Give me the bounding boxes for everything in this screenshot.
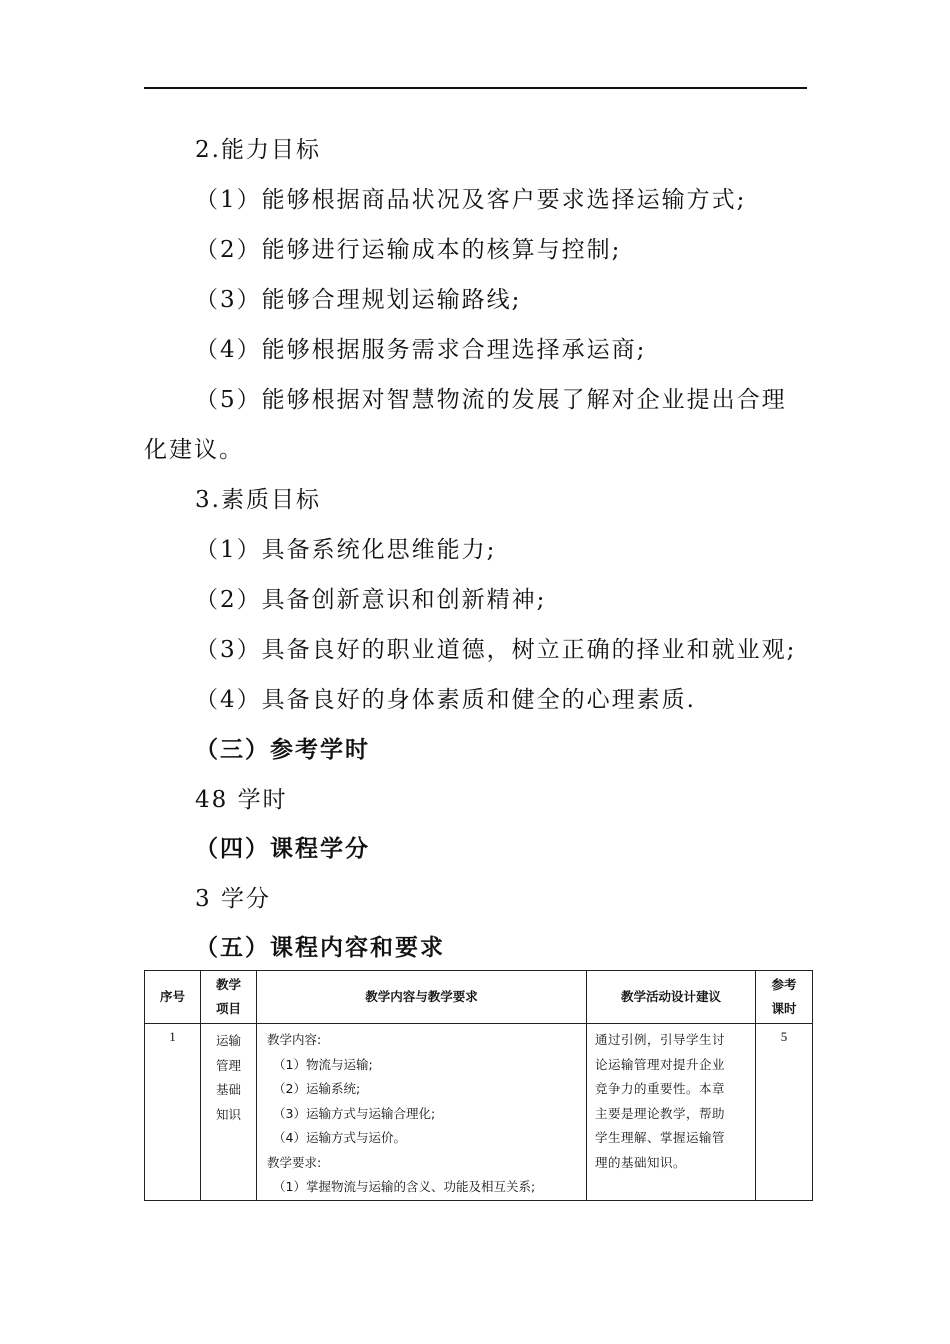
content-item: （3）运输方式与运输合理化; xyxy=(273,1105,436,1121)
content-label: 教学内容: xyxy=(267,1032,322,1047)
row-project xyxy=(201,1024,257,1201)
ability-item-4: （4）能够根据服务需求合理选择承运商; xyxy=(195,337,647,363)
requirement-label: 教学要求: xyxy=(267,1154,322,1170)
row-activity xyxy=(587,1024,756,1201)
quality-item-2: （2）具备创新意识和创新精神; xyxy=(195,587,547,613)
row-seq: 1 xyxy=(145,1024,201,1201)
ability-heading: 2.能力目标 xyxy=(195,137,321,163)
header-project xyxy=(201,971,257,1024)
row-content xyxy=(257,1024,587,1201)
row-project-line: 管理 xyxy=(215,1057,241,1073)
ability-item-3: （3）能够合理规划运输路线; xyxy=(195,287,522,313)
activity-line: 理的基础知识。 xyxy=(595,1154,687,1170)
header-hours-line2: 课时 xyxy=(771,1001,797,1016)
header-rule xyxy=(144,87,807,89)
header-content: 教学内容与教学要求 xyxy=(257,971,587,1024)
activity-line: 论运输管理对提升企业 xyxy=(595,1056,726,1072)
table-header-row xyxy=(145,971,813,1024)
credits-heading: （四）课程学分 xyxy=(195,835,370,862)
hours-heading: （三）参考学时 xyxy=(195,736,370,763)
requirement-item: （1）掌握物流与运输的含义、功能及相互关系; xyxy=(273,1179,536,1194)
credits-value: 3 学分 xyxy=(195,886,271,912)
ability-item-2: （2）能够进行运输成本的核算与控制; xyxy=(195,237,622,263)
ability-item-5: （5）能够根据对智慧物流的发展了解对企业提出合理 xyxy=(195,387,787,413)
content-item: （2）运输系统; xyxy=(273,1081,361,1096)
header-hours-line1: 参考 xyxy=(771,977,797,992)
header-activity: 教学活动设计建议 xyxy=(587,971,756,1024)
header-project-line1: 教学 xyxy=(215,977,241,992)
course-content-table xyxy=(144,970,813,1201)
header-project-line2: 项目 xyxy=(215,1001,241,1016)
row-hours: 5 xyxy=(756,1024,813,1201)
activity-line: 竞争力的重要性。本章 xyxy=(595,1081,726,1096)
header-seq: 序号 xyxy=(145,971,201,1024)
activity-line: 通过引例，引导学生讨 xyxy=(595,1032,726,1047)
activity-line: 学生理解、掌握运输管 xyxy=(595,1130,726,1145)
quality-item-4: （4）具备良好的身体素质和健全的心理素质. xyxy=(195,687,696,713)
content-section-heading: （五）课程内容和要求 xyxy=(195,934,445,961)
row-project-line: 基础 xyxy=(215,1082,241,1097)
header-hours xyxy=(756,971,813,1024)
quality-item-3: （3）具备良好的职业道德，树立正确的择业和就业观; xyxy=(195,637,797,663)
quality-item-1: （1）具备系统化思维能力; xyxy=(195,537,497,563)
hours-value: 48 学时 xyxy=(195,787,288,813)
ability-item-5-continued: 化建议。 xyxy=(144,437,244,463)
table-row xyxy=(145,1024,813,1201)
quality-heading: 3.素质目标 xyxy=(195,487,321,513)
ability-item-1: （1）能够根据商品状况及客户要求选择运输方式; xyxy=(195,187,747,213)
row-project-line: 运输 xyxy=(215,1033,241,1048)
content-item: （4）运输方式与运价。 xyxy=(273,1130,406,1145)
row-project-line: 知识 xyxy=(215,1106,241,1122)
content-item: （1）物流与运输; xyxy=(273,1056,373,1072)
activity-line: 主要是理论教学，帮助 xyxy=(595,1105,726,1121)
